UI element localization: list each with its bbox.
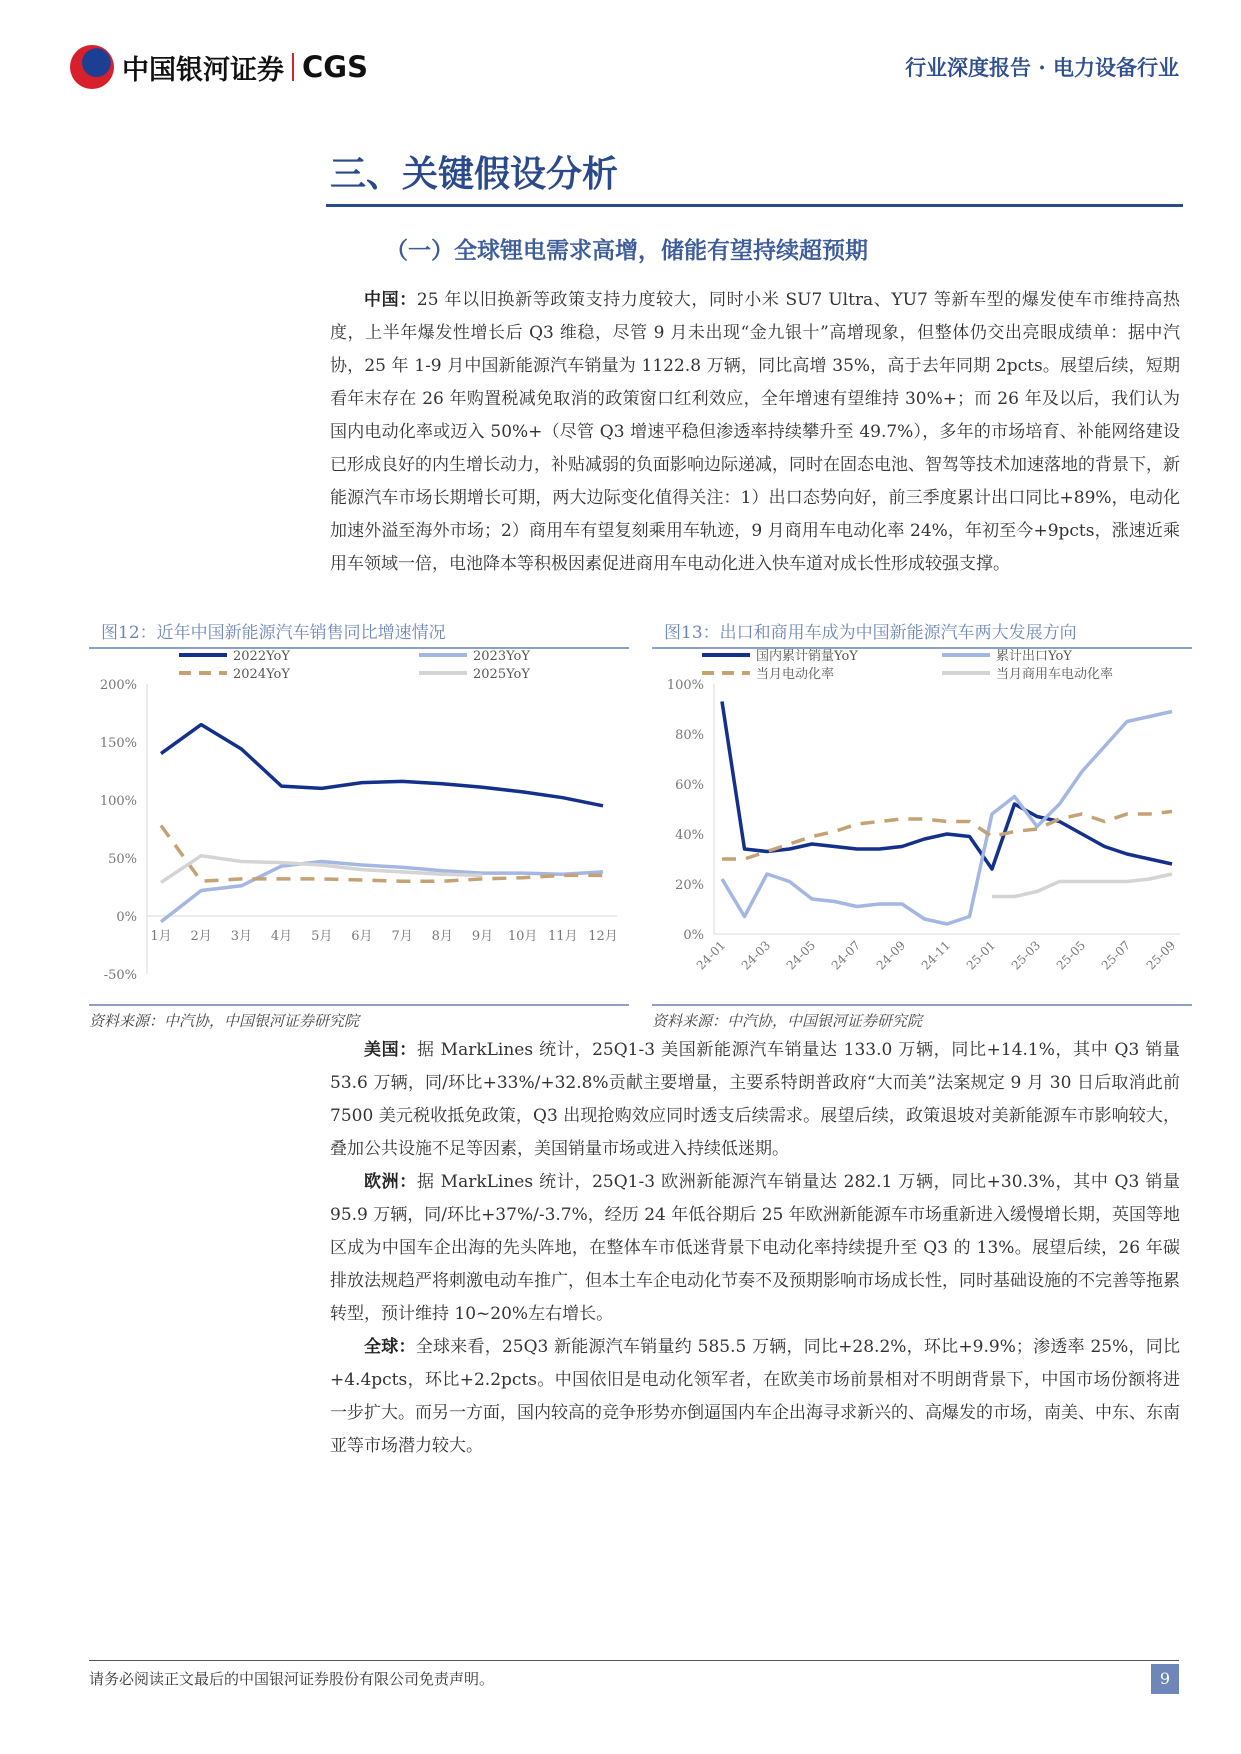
y-tick-label: 0% [683, 928, 704, 943]
chart-13 [652, 649, 1192, 1004]
figure-title: 图12：近年中国新能源汽车销售同比增速情况 [89, 618, 629, 649]
legend-label: 当月商用车电动化率 [996, 667, 1114, 682]
cgs-logo [70, 45, 368, 89]
x-tick-label: 24-01 [693, 938, 729, 973]
page-number: 9 [1151, 1664, 1179, 1694]
text: 据 MarkLines 统计，25Q1-3 欧洲新能源汽车销量达 282.1 万辆，同比+30.3%，其中 Q3 销量 95.9 万辆，同/环比+37%/-3.7%，经历 24 年低谷期后 25 年欧洲新能源车市场重新进入缓慢增长期，英国等地区成为中国车企出海的先头阵地，在整体车市低迷背景下电动化率持续提升至 Q3 的 13%。展望后续，26 年碳排放法规趋严将刺激电动车推广，但本土车企电动化节奏不及预期影响市场成长性，同时基础设施的不完善等拖累转型，预计维持 10~20%左右增长。 [330, 1172, 1180, 1324]
text: 全球来看，25Q3 新能源汽车销量约 585.5 万辆，同比+28.2%，环比+9.9%；渗透率 25%，同比+4.4pcts，环比+2.2pcts。中国依旧是电动化领军者，在欧美市场前景相对不明朗背景下，中国市场份额将进一步扩大。而另一方面，国内较高的竞争形势亦倒逼国内车企出海寻求新兴的、高爆发的市场，南美、中东、东南亚等市场潜力较大。 [330, 1337, 1181, 1456]
x-tick-label: 11月 [548, 929, 578, 944]
series-line-2022YoY [161, 725, 603, 806]
y-tick-label: 60% [675, 778, 704, 793]
y-tick-label: 200% [99, 678, 137, 693]
x-tick-label: 1月 [150, 929, 172, 944]
lead: 中国： [364, 290, 417, 310]
legend-label: 当月电动化率 [756, 667, 835, 682]
legend-label: 2025YoY [473, 667, 530, 682]
legend-label: 2024YoY [233, 667, 290, 682]
figure-12 [89, 618, 629, 1031]
footer-rule [89, 1660, 1179, 1661]
figure-source: 资料来源：中汽协，中国银河证券研究院 [652, 1004, 1192, 1031]
lead: 欧洲： [364, 1172, 417, 1192]
x-tick-label: 24-07 [828, 938, 864, 973]
x-tick-label: 25-09 [1143, 938, 1179, 973]
figure-13 [652, 618, 1192, 1031]
logo-icon [70, 45, 114, 89]
x-tick-label: 24-11 [918, 938, 954, 973]
y-tick-label: -50% [103, 968, 137, 983]
x-tick-label: 24-09 [873, 938, 909, 973]
figure-source: 资料来源：中汽协，中国银河证券研究院 [89, 1004, 629, 1031]
y-tick-label: 0% [116, 910, 137, 925]
paragraph-europe [330, 1166, 1180, 1331]
lead: 全球： [364, 1337, 416, 1357]
x-tick-label: 24-03 [738, 938, 774, 973]
footer-disclaimer: 请务必阅读正文最后的中国银河证券股份有限公司免责声明。 [89, 1670, 495, 1688]
y-tick-label: 100% [99, 794, 137, 809]
legend-label: 2023YoY [473, 649, 530, 664]
series-line-当月商用车电动化率 [992, 874, 1172, 897]
text: 据 MarkLines 统计，25Q1-3 美国新能源汽车销量达 133.0 万辆，同比+14.1%，其中 Q3 销量 53.6 万辆，同/环比+33%/+32.8%贡献主要增量，主要系特朗普政府“大而美”法案规定 9 月 30 日后取消此前 7500 美元税收抵免政策，Q3 出现抢购效应同时透支后续需求。展望后续，政策退坡对美新能源车市影响较大，叠加公共设施不足等因素，美国销量市场或进入持续低迷期。 [330, 1040, 1180, 1159]
report-category: 行业深度报告 · 电力设备行业 [905, 55, 1179, 80]
x-tick-label: 24-05 [783, 938, 819, 973]
x-tick-label: 6月 [351, 929, 373, 944]
x-tick-label: 4月 [270, 929, 293, 944]
paragraph-us [330, 1034, 1180, 1166]
y-tick-label: 20% [675, 878, 704, 893]
section-rule [326, 204, 1183, 207]
logo-en: CGS [302, 50, 368, 84]
x-tick-label: 12月 [588, 929, 618, 944]
figure-title: 图13：出口和商用车成为中国新能源汽车两大发展方向 [652, 618, 1192, 649]
logo-divider [292, 53, 294, 81]
x-tick-label: 9月 [471, 929, 494, 944]
x-tick-label: 2月 [190, 929, 212, 944]
x-tick-label: 10月 [507, 929, 538, 944]
section-title: 三、关键假设分析 [330, 153, 619, 195]
legend-label: 累计出口YoY [996, 649, 1072, 664]
y-tick-label: 80% [675, 728, 704, 743]
chart-12 [89, 649, 629, 1004]
x-tick-label: 8月 [431, 929, 453, 944]
x-tick-label: 25-07 [1098, 938, 1134, 973]
y-tick-label: 40% [675, 828, 704, 843]
x-tick-label: 3月 [230, 929, 253, 944]
text: 25 年以旧换新等政策支持力度较大，同时小米 SU7 Ultra、YU7 等新车型的爆发使车市维持高热度，上半年爆发性增长后 Q3 维稳，尽管 9 月未出现“金九银十”高增现象，但整体仍交出亮眼成绩单：据中汽协，25 年 1-9 月中国新能源汽车销量为 1122.8 万辆，同比高增 35%，高于去年同期 2pcts。展望后续，短期看年末存在 26 年购置税减免取消的政策窗口红利效应，全年增速有望维持 30%+；而 26 年及以后，我们认为国内电动化率或迈入 50%+（尽管 Q3 增速平稳但渗透率持续攀升至 49.7%），多年的市场培育、补能网络建设已形成良好的内生增长动力，补贴减弱的负面影响边际递减，同时在固态电池、智驾等技术加速落地的背景下，新能源汽车市场长期增长可期，两大边际变化值得关注：1）出口态势向好，前三季度累计出口同比+89%，电动化加速外溢至海外市场；2）商用车有望复刻乘用车轨迹，9 月商用车电动化率 24%，年初至今+9pcts，涨速近乘用车领域一倍，电池降本等积极因素促进商用车电动化进入快车道对成长性形成较强支撑。 [330, 290, 1180, 574]
x-tick-label: 7月 [391, 929, 413, 944]
y-tick-label: 100% [666, 678, 704, 693]
x-tick-label: 5月 [311, 929, 333, 944]
series-line-累计出口YoY [722, 712, 1172, 925]
series-line-国内累计销量YoY [722, 702, 1172, 870]
paragraph-china [330, 284, 1180, 581]
x-tick-label: 25-01 [963, 938, 999, 973]
legend-label: 2022YoY [233, 649, 290, 664]
subsection-title: （一）全球锂电需求高增，储能有望持续超预期 [385, 237, 868, 264]
y-tick-label: 150% [99, 736, 137, 751]
x-tick-label: 25-03 [1008, 938, 1044, 973]
logo-cn: 中国银河证券 [122, 54, 284, 86]
x-tick-label: 25-05 [1053, 938, 1089, 973]
paragraphs-regions [330, 1034, 1180, 1463]
y-tick-label: 50% [108, 852, 137, 867]
paragraph-global [330, 1331, 1180, 1463]
lead: 美国： [364, 1040, 417, 1060]
legend-label: 国内累计销量YoY [756, 649, 858, 664]
